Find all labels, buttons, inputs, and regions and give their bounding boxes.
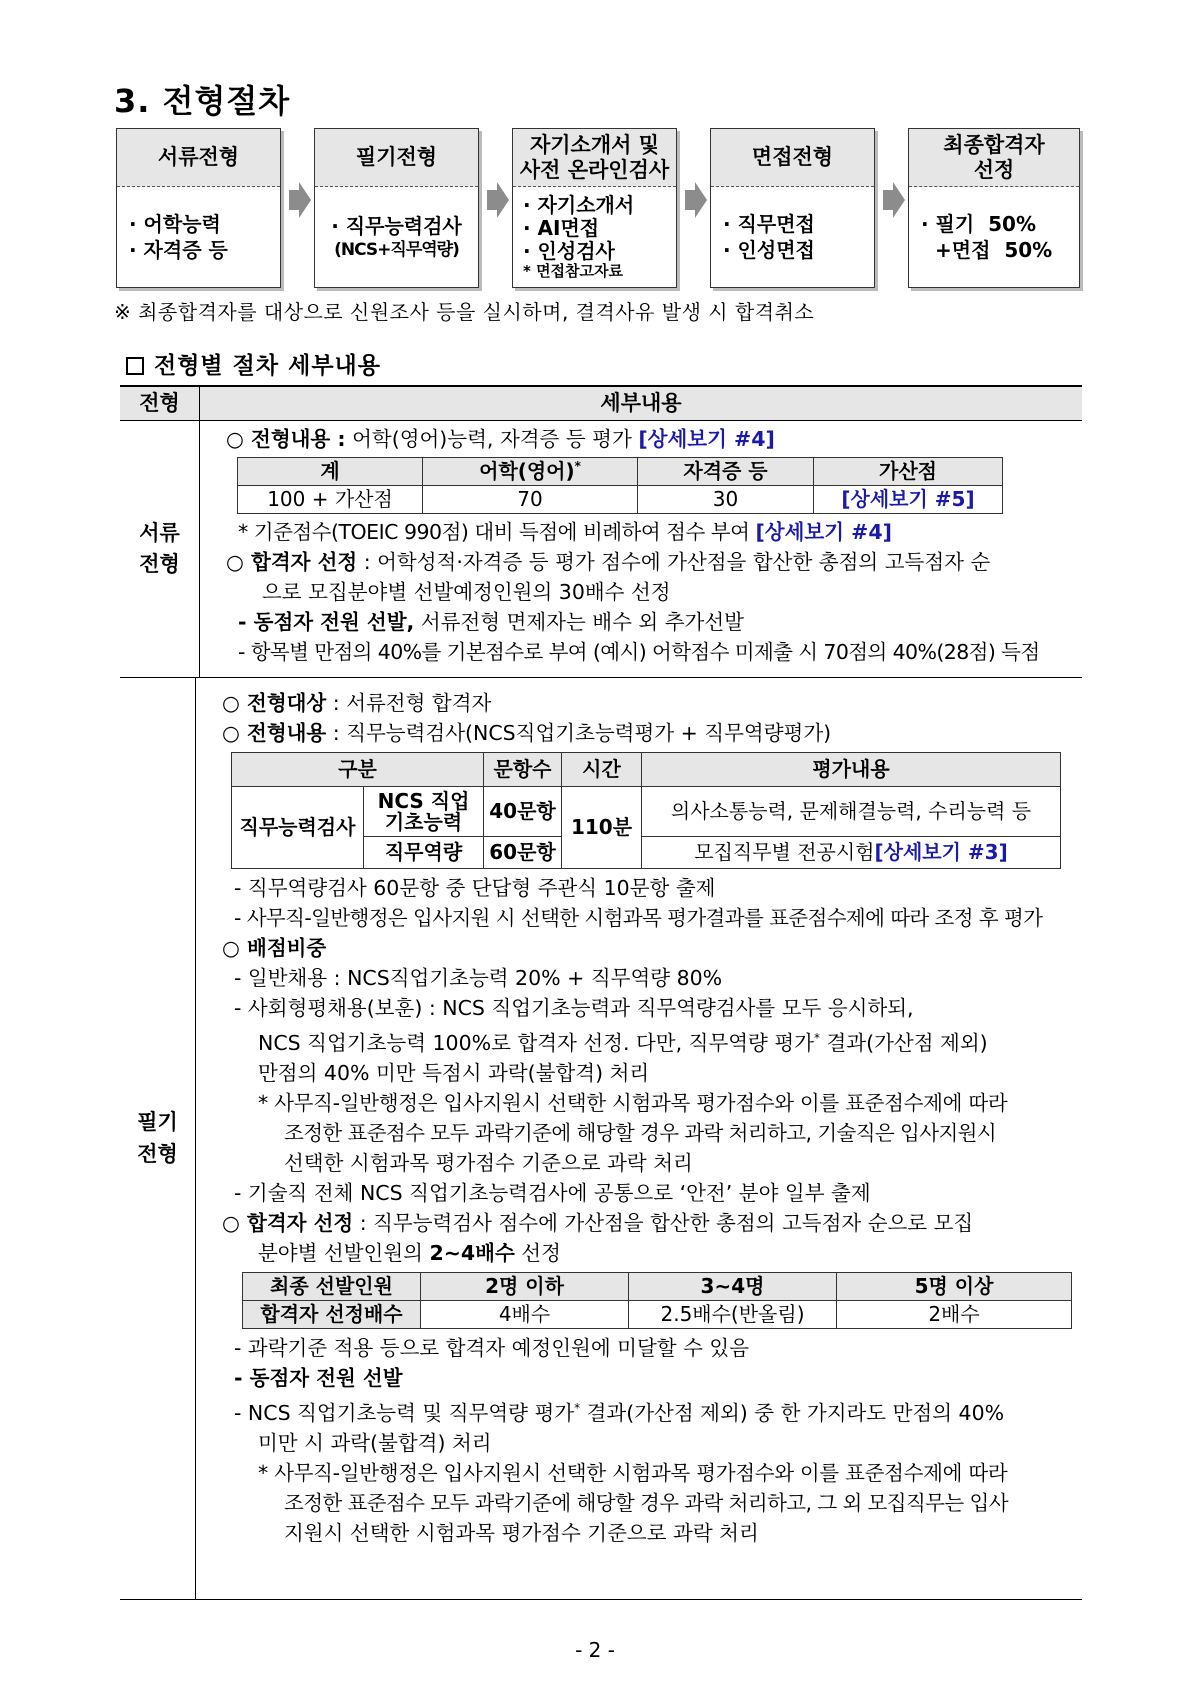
item-bold: ○ 전형내용 bbox=[222, 721, 327, 745]
score-header: 어학(영어)* bbox=[423, 458, 638, 486]
flow-step-title: 필기전형 bbox=[315, 129, 478, 187]
flow-step-title: 서류전형 bbox=[117, 129, 280, 187]
item-text: : 어학성적·자격증 등 평가 점수에 가산점을 합산한 총점의 고득점자 순 bbox=[357, 550, 991, 574]
page-number: - 2 - bbox=[575, 1638, 615, 1662]
test-group: 직무능력검사 bbox=[232, 787, 364, 869]
item-text: 선정 bbox=[514, 1241, 561, 1265]
header-stage: 전형 bbox=[120, 387, 200, 420]
flow-step-written bbox=[314, 128, 479, 288]
flow-note: ※ 최종합격자를 대상으로 신원조사 등을 실시하며, 결격사유 발생 시 합격취소 bbox=[114, 300, 815, 324]
detail-link[interactable]: [상세보기 #4] bbox=[755, 520, 892, 544]
ratio-header: 최종 선발인원 bbox=[243, 1273, 421, 1301]
detail-table-header bbox=[120, 385, 1082, 421]
item-text: : 직무능력검사(NCS직업기초능력평가 + 직무역량평가) bbox=[326, 721, 832, 745]
flow-step-item: · 직무능력검사 bbox=[331, 213, 462, 238]
ratio-cell: 4배수 bbox=[421, 1301, 629, 1329]
item-bold: ○ 합격자 선정 bbox=[226, 550, 358, 574]
item-note: * 사무직-일반행정은 입사지원시 선택한 시험과목 평가점수와 이를 표준점수제에 따라 bbox=[258, 1091, 1008, 1115]
item-text: - 사무직-일반행정은 입사지원 시 선택한 시험과목 평가결과를 표준점수제에 따라 조정 후 평가 bbox=[234, 906, 1043, 930]
flow-step-interview bbox=[710, 128, 875, 288]
test-header: 평가내용 bbox=[642, 753, 1061, 787]
item-text: 서류전형 면제자는 배수 외 추가선발 bbox=[414, 610, 744, 634]
test-content: 모집직무별 전공시험[상세보기 #3] bbox=[642, 837, 1061, 869]
flow-step-item: · AI면접 bbox=[523, 215, 600, 240]
item-text: - 일반채용 : NCS직업기초능력 20% + 직무역량 80% bbox=[234, 966, 723, 990]
ratio-header: 2명 이하 bbox=[421, 1273, 629, 1301]
test-count: 40문항 bbox=[484, 787, 562, 837]
item-text: - 사회형평채용(보훈) : NCS 직업기초능력과 직무역량검사를 모두 응시하되, bbox=[234, 996, 914, 1020]
ratio-cell: 2.5배수(반올림) bbox=[629, 1301, 837, 1329]
flow-step-title: 면접전형 bbox=[711, 129, 874, 187]
item-bold: ○ 전형대상 bbox=[222, 691, 327, 715]
test-header: 시간 bbox=[562, 753, 642, 787]
flow-step-item: (NCS+직무역량) bbox=[334, 239, 459, 260]
flow-step-item: · 직무면접 bbox=[723, 212, 815, 236]
item-text: 으로 모집분야별 선발예정인원의 30배수 선정 bbox=[262, 580, 671, 604]
item-text: - 직무역량검사 60문항 중 단답형 주관식 10문항 출제 bbox=[234, 876, 716, 900]
detail-title bbox=[126, 350, 381, 383]
item-note: 조정한 표준점수 모두 과락기준에 해당할 경우 과락 처리하고, 기술직은 입사지원시 bbox=[284, 1121, 997, 1145]
flow-arrow-icon bbox=[685, 182, 707, 218]
item-note: 지원시 선택한 시험과목 평가점수 기준으로 과락 처리 bbox=[284, 1521, 759, 1545]
flow-step-item: · 어학능력 bbox=[129, 212, 221, 236]
ratio-table bbox=[242, 1272, 1072, 1329]
test-count: 60문항 bbox=[484, 837, 562, 869]
item-bold: - 동점자 전원 선발, bbox=[238, 610, 415, 634]
flow-arrow-icon bbox=[289, 182, 311, 218]
flow-step-final bbox=[908, 128, 1080, 288]
detail-link[interactable]: [상세보기 #3] bbox=[874, 840, 1008, 864]
item-text: - NCS 직업기초능력 및 직무역량 평가* 결과(가산점 제외) 중 한 가지라도 만점의 40% bbox=[234, 1401, 1005, 1425]
item-note: 선택한 시험과목 평가점수 기준으로 과락 처리 bbox=[284, 1151, 693, 1175]
ratio-header: 3∼4명 bbox=[629, 1273, 837, 1301]
score-table bbox=[237, 457, 1003, 514]
flow-step-item: · 필기 50% bbox=[921, 212, 1036, 236]
test-sub: 직무역량 bbox=[364, 837, 484, 869]
flow-step-item: · 자격증 등 bbox=[129, 238, 228, 262]
item-bold: ○ 전형내용 : bbox=[226, 427, 346, 451]
detail-title-text: 전형별 절차 세부내용 bbox=[154, 353, 381, 379]
item-bold: - 동점자 전원 선발 bbox=[234, 1366, 403, 1390]
test-sub: NCS 직업 기초능력 bbox=[364, 787, 484, 837]
test-header: 구분 bbox=[232, 753, 484, 787]
detail-table bbox=[120, 385, 1082, 1600]
item-bold: 2∼4배수 bbox=[429, 1241, 515, 1265]
score-cell: 30 bbox=[638, 486, 814, 514]
ratio-header: 합격자 선정배수 bbox=[243, 1301, 421, 1329]
score-header: 자격증 등 bbox=[638, 458, 814, 486]
item-text: - 항목별 만점의 40%를 기본점수로 부여 (예시) 어학점수 미제출 시 70점의 40%(28점) 득점 bbox=[238, 640, 1040, 664]
item-text: - 과락기준 적용 등으로 합격자 예정인원에 미달할 수 있음 bbox=[234, 1336, 749, 1360]
item-bold: ○ 합격자 선정 bbox=[222, 1211, 354, 1235]
item-text: 어학(영어)능력, 자격증 등 평가 bbox=[345, 427, 639, 451]
item-note: * 사무직-일반행정은 입사지원시 선택한 시험과목 평가점수와 이를 표준점수제에 따라 bbox=[258, 1461, 1008, 1485]
row-label: 서류 전형 bbox=[120, 421, 200, 677]
item-text: 미만 시 과락(불합격) 처리 bbox=[258, 1431, 492, 1455]
flow-step-note: * 면접참고자료 bbox=[523, 261, 624, 280]
score-header: 가산점 bbox=[814, 458, 1003, 486]
row-document-screening bbox=[120, 421, 1082, 678]
score-cell: 100 + 가산점 bbox=[238, 486, 423, 514]
item-text: - 기술직 전체 NCS 직업기초능력검사에 공통으로 ‘안전’ 분야 일부 출제 bbox=[234, 1181, 871, 1205]
score-header: 계 bbox=[238, 458, 423, 486]
flow-step-title: 최종합격자 선정 bbox=[909, 129, 1079, 187]
ratio-cell: 2배수 bbox=[837, 1301, 1072, 1329]
flow-step-document bbox=[116, 128, 281, 288]
checkbox-square-icon bbox=[126, 357, 144, 375]
item-bold: ○ 배점비중 bbox=[222, 936, 327, 960]
row-written-exam bbox=[120, 678, 1082, 1600]
test-time: 110분 bbox=[562, 787, 642, 869]
item-text: NCS 직업기초능력 100%로 합격자 선정. 다만, 직무역량 평가* 결과(가산점 제외) bbox=[258, 1031, 988, 1055]
item-text: : 서류전형 합격자 bbox=[326, 691, 492, 715]
ratio-header: 5명 이상 bbox=[837, 1273, 1072, 1301]
flow-step-self-intro bbox=[512, 128, 677, 288]
test-content: 의사소통능력, 문제해결능력, 수리능력 등 bbox=[642, 787, 1061, 837]
process-flow bbox=[116, 128, 1082, 288]
flow-arrow-icon bbox=[883, 182, 905, 218]
score-cell: 70 bbox=[423, 486, 638, 514]
item-text: : 직무능력검사 점수에 가산점을 합산한 총점의 고득점자 순으로 모집 bbox=[353, 1211, 974, 1235]
header-detail: 세부내용 bbox=[600, 391, 682, 416]
item-note: 조정한 표준점수 모두 과락기준에 해당할 경우 과락 처리하고, 그 외 모집직무는 입사 bbox=[284, 1491, 1008, 1515]
test-header: 문항수 bbox=[484, 753, 562, 787]
flow-step-item: · 인성면접 bbox=[723, 238, 815, 262]
item-text: 만점의 40% 미만 득점시 과락(불합격) 처리 bbox=[258, 1061, 650, 1085]
item-text: * 기준점수(TOEIC 990점) 대비 득점에 비례하여 점수 부여 bbox=[238, 520, 756, 544]
detail-link[interactable]: [상세보기 #5] bbox=[814, 486, 1003, 514]
item-text: 분야별 선발인원의 bbox=[258, 1241, 430, 1265]
flow-arrow-icon bbox=[487, 182, 509, 218]
section-title: 3. 전형절차 bbox=[114, 82, 291, 120]
flow-step-item: · 자기소개서 bbox=[523, 192, 635, 217]
row-label: 필기 전형 bbox=[120, 678, 196, 1599]
test-table bbox=[231, 752, 1061, 869]
flow-step-title: 자기소개서 및 사전 온라인검사 bbox=[513, 129, 676, 187]
flow-step-item: +면접 50% bbox=[935, 238, 1053, 262]
detail-link[interactable]: [상세보기 #4] bbox=[638, 427, 775, 451]
flow-step-item: · 인성검사 bbox=[523, 238, 615, 263]
